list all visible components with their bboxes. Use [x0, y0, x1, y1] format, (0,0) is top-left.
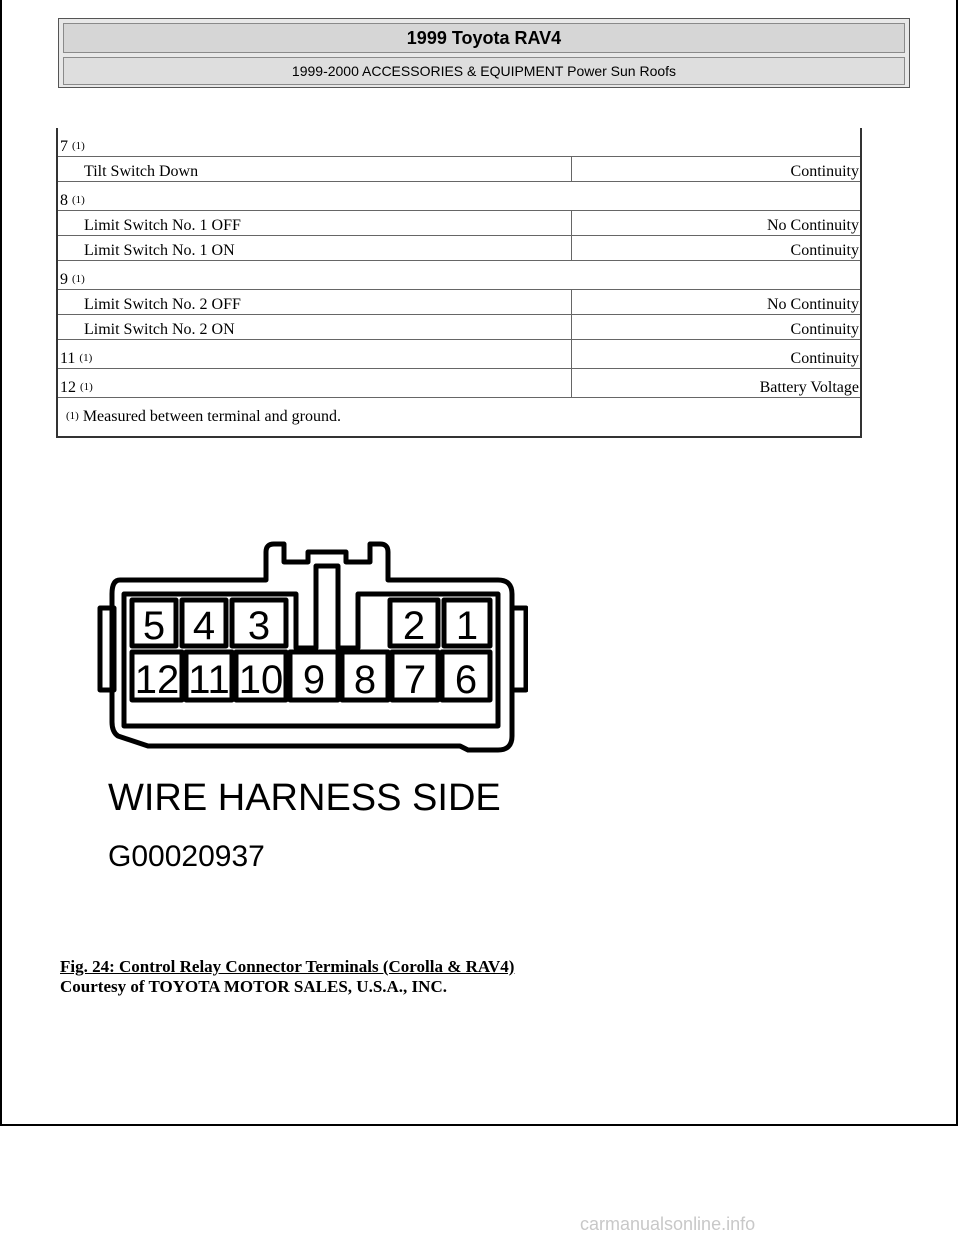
table-row [57, 261, 861, 290]
footnote-text: Measured between terminal and ground. [82, 408, 341, 425]
pin-4-label: 4 [192, 604, 216, 648]
pin-6-label: 6 [454, 658, 478, 702]
result-value: Continuity [571, 315, 861, 340]
pin-7-label: 7 [403, 658, 427, 702]
table-row [57, 157, 861, 182]
table-row [57, 128, 861, 157]
pin-9-label: 9 [302, 658, 326, 702]
pin-8-label: 8 [353, 658, 377, 702]
condition-label: Limit Switch No. 1 OFF [57, 211, 571, 236]
footnote-ref: (1) [72, 194, 85, 206]
pin-11-label: 11 [188, 658, 230, 702]
footnote-ref: (1) [79, 352, 93, 364]
document-title: 1999 Toyota RAV4 [63, 23, 905, 53]
terminal-label: 9 [60, 271, 68, 288]
watermark: carmanualsonline.info [580, 1214, 756, 1234]
result-value: Continuity [571, 157, 861, 182]
pin-12-label: 12 [134, 658, 180, 702]
result-value: No Continuity [571, 211, 861, 236]
terminal-spec-table [56, 128, 862, 438]
condition-label: Limit Switch No. 2 ON [57, 315, 571, 340]
result-value: No Continuity [571, 290, 861, 315]
condition-label: Limit Switch No. 1 ON [57, 236, 571, 261]
result-value: Continuity [571, 340, 861, 369]
table-row [57, 369, 861, 398]
right-latch [512, 608, 526, 690]
condition-label: Tilt Switch Down [57, 157, 571, 182]
connector-diagram [88, 536, 528, 876]
table-row [57, 315, 861, 340]
figure-code: G00020937 [108, 840, 265, 873]
pin-1-label: 1 [455, 604, 479, 648]
footnote-ref: (1) [80, 381, 93, 393]
footnote-ref: (1) [72, 140, 85, 152]
result-value: Battery Voltage [571, 369, 861, 398]
terminal-label: 12 [60, 379, 76, 396]
document-header [58, 18, 910, 88]
table-row [57, 236, 861, 261]
figure-courtesy: Courtesy of TOYOTA MOTOR SALES, U.S.A., INC. [60, 977, 447, 996]
terminal-label: 11 [60, 350, 76, 367]
table-row [57, 211, 861, 236]
table-row [57, 182, 861, 211]
terminal-label: 8 [60, 192, 68, 209]
table-row [57, 340, 861, 369]
pin-5-label: 5 [142, 604, 166, 648]
condition-label: Limit Switch No. 2 OFF [57, 290, 571, 315]
table-footnote-row [57, 398, 861, 438]
figure-caption: Fig. 24: Control Relay Connector Terminals (Corolla & RAV4) [60, 957, 515, 976]
result-value: Continuity [571, 236, 861, 261]
footnote-ref: (1) [72, 273, 85, 285]
pin-10-label: 10 [238, 658, 284, 702]
pin-3-label: 3 [247, 604, 271, 648]
left-latch [100, 608, 114, 690]
pin-2-label: 2 [402, 604, 426, 648]
terminal-label: 7 [60, 138, 68, 155]
harness-side-label: WIRE HARNESS SIDE [108, 777, 501, 819]
document-subtitle: 1999-2000 ACCESSORIES & EQUIPMENT Power Sun Roofs [63, 57, 905, 85]
table-row [57, 290, 861, 315]
footnote-ref: (1) [66, 410, 79, 422]
figure-caption-block [60, 957, 514, 997]
